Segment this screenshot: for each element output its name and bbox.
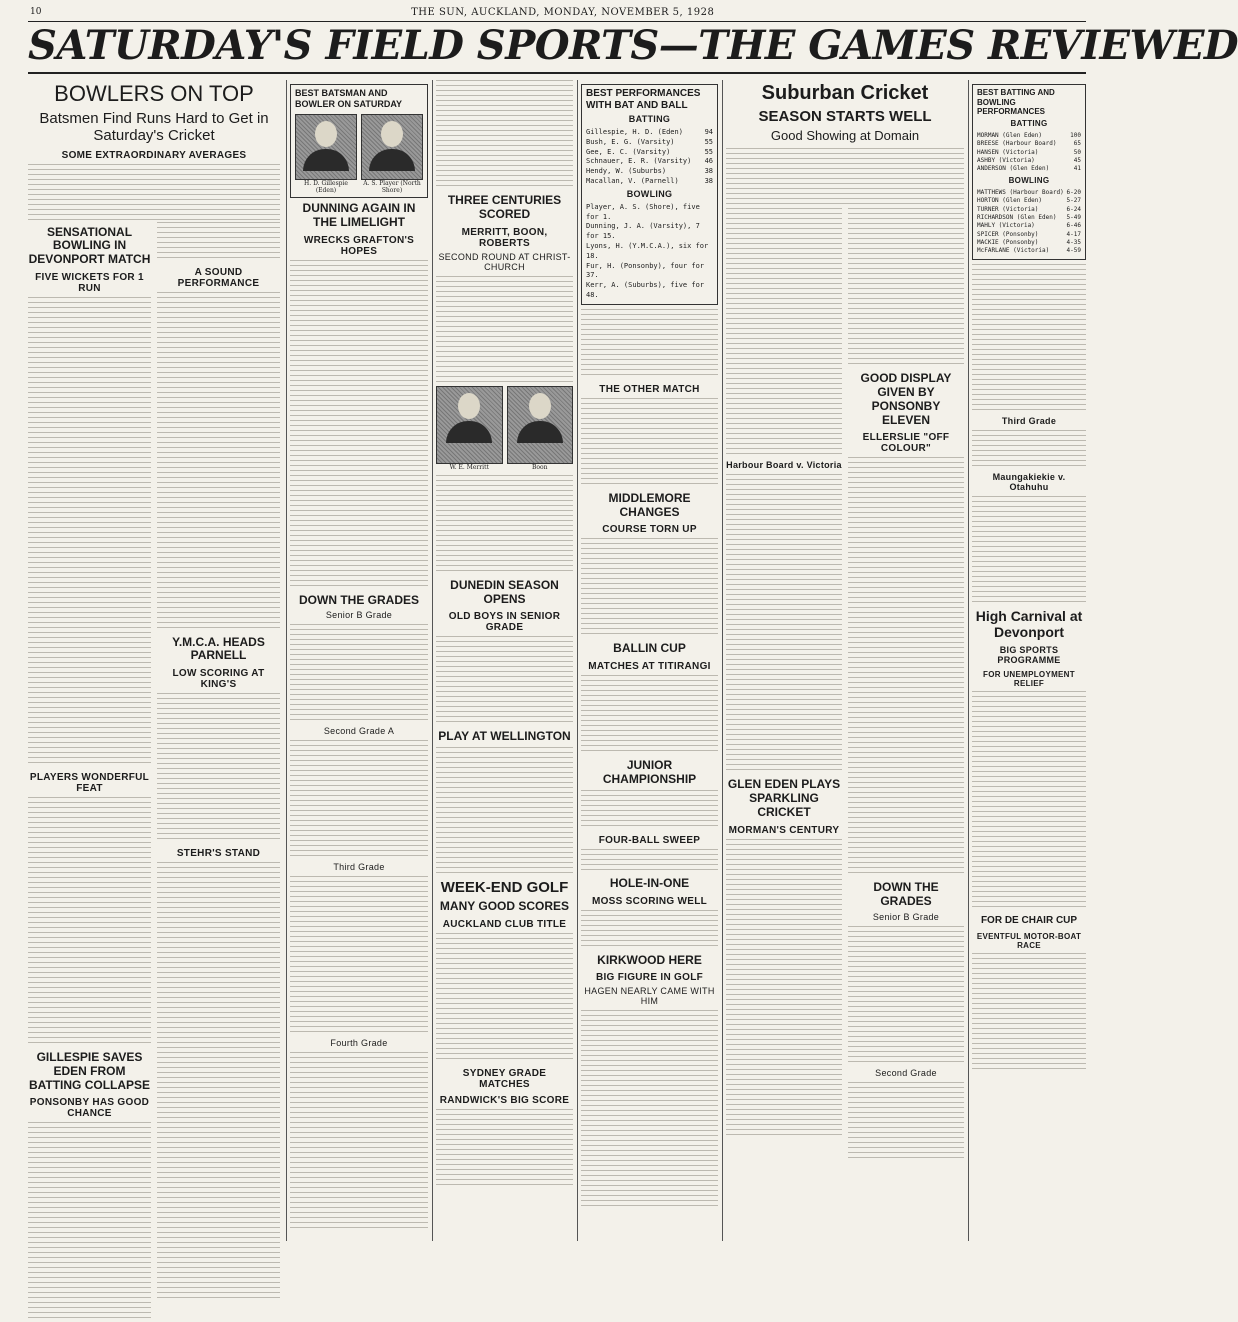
section-subheading: THE OTHER MATCH [599,383,700,395]
stat-value: 4-17 [1066,230,1081,238]
stat-value: 65 [1073,140,1081,148]
stat-value: 6-24 [1066,205,1081,213]
stat-name: TURNER (Victoria) [977,205,1039,213]
stat-row [977,132,1081,140]
match-heading: Harbour Board v. Victoria [726,460,842,471]
stat-name: McFARLANE (Victoria) [977,247,1050,255]
section-heading: Y.M.C.A. HEADS PARNELL [172,634,265,663]
page-number: 10 [30,7,42,17]
section-subheading: MATCHES AT TITIRANGI [588,661,711,673]
stat-name: MORMAN (Glen Eden) [977,131,1043,139]
match-heading: Maungakiekie v. Otahuhu [992,471,1066,492]
grade-heading: Second Grade A [323,726,395,737]
bowling-list [977,189,1081,256]
stat-value: 55 [704,137,713,146]
stat-name: ASHBY (Victoria) [977,156,1035,164]
section-heading: DUNNING AGAIN IN THE LIMELIGHT [302,200,416,229]
section-subheading: FOUR-BALL SWEEP [598,834,701,846]
stat-row: Lyons, H. (Y.M.C.A.), six for 18. [586,241,709,260]
section-heading: BALLIN CUP [613,641,686,656]
section-heading: GOOD DISPLAY GIVEN BY PONSONBY ELEVEN [860,371,952,427]
stat-row [977,165,1081,173]
main-deck: Batsmen Find Runs Hard to Get in Saturday's Cricket [39,110,269,145]
stat-value: 94 [704,128,713,136]
stat-value: 45 [1073,156,1081,164]
section-subheading: ELLERSLIE "OFF COLOUR" [862,432,950,455]
stat-value: 5-49 [1066,213,1081,221]
section-subheading: RANDWICK'S BIG SCORE [439,1095,570,1107]
stat-row: Dunning, J. A. (Varsity), 7 for 15. [586,222,700,241]
section-heading: GLEN EDEN PLAYS SPARKLING CRICKET [727,777,841,819]
column-4 [436,80,573,1241]
stat-row [586,138,713,148]
box-subtitle: BOWLING [626,188,673,199]
grade-heading: Third Grade [1001,415,1057,426]
section-subheading: MERRITT, BOON, ROBERTS [461,226,548,249]
section-heading: DUNEDIN SEASON OPENS [450,577,559,606]
section-subheading: MANY GOOD SCORES [439,899,570,914]
section-heading: JUNIOR CHAMPIONSHIP [602,758,697,786]
photo-caption: W. E. Merritt [449,463,489,471]
player-photo [361,114,423,180]
section-subheading: BIG FIGURE IN GOLF [595,972,704,984]
stat-row [586,157,713,167]
suburban-headline: Suburban Cricket [761,82,929,104]
grade-heading: Fourth Grade [330,1038,388,1049]
section-subheading: SECOND ROUND AT CHRIST-CHURCH [438,251,571,272]
running-header [30,4,1084,20]
stat-row [977,214,1081,222]
grade-heading: Senior B Grade [872,911,940,922]
best-performances-box [581,84,718,305]
section-subheading: PLAYERS WONDERFUL FEAT [29,772,150,795]
stat-name: Hendy, W. (Suburbs) [586,167,667,176]
stat-row [977,157,1081,165]
stat-value: 4-59 [1066,247,1081,255]
best-player-box [290,84,428,198]
box-subtitle: BATTING [1010,118,1048,128]
stat-row [586,148,713,158]
section-heading: MIDDLEMORE CHANGES [608,490,691,519]
suburban-subdeck: Good Showing at Domain [770,128,920,144]
section-subheading: STEHR'S STAND [176,848,261,860]
batting-list [977,132,1081,174]
column-3 [290,80,428,1241]
stat-name: MACKIE (Ponsonby) [977,239,1039,247]
stat-value: 38 [704,167,713,176]
stat-name: ANDERSON (Glen Eden) [977,165,1050,173]
section-heading: FOR DE CHAIR CUP [980,915,1078,927]
section-subheading: WRECKS GRAFTON'S HOPES [303,234,415,257]
section-heading: GILLESPIE SAVES EDEN FROM BATTING COLLAPSE [28,1050,151,1092]
stat-row: Fur, H. (Ponsonby), four for 37. [586,261,705,280]
stat-row [586,177,713,187]
batting-list [586,128,713,187]
section-heading: High Carnival at Devonport [975,607,1083,640]
section-subheading: COURSE TORN UP [602,524,697,536]
box-subtitle: BATTING [628,114,671,124]
stat-name: Macallan, V. (Parnell) [586,176,679,185]
stat-name: Gillespie, H. D. (Eden) [586,128,683,136]
box-subtitle: BOWLING [1008,175,1050,185]
page-banner-headline: SATURDAY'S FIELD SPORTS—THE GAMES REVIEWED [28,22,1238,69]
stat-value: 46 [704,157,713,166]
grade-heading: Second Grade [875,1067,937,1078]
stat-row [977,222,1081,230]
stat-name: HORTON (Glen Eden) [977,197,1043,205]
stat-name: BREESE (Harbour Board) [977,140,1057,148]
main-headline: BOWLERS ON TOP [54,81,254,106]
stat-row [977,239,1081,247]
stat-row [977,197,1081,205]
section-heading: WEEK-END GOLF [440,879,569,897]
section-heading: DOWN THE GRADES [299,592,419,607]
column-1 [28,80,280,1241]
stat-value: 55 [704,147,713,156]
photo-caption: Boon [532,463,548,471]
photo-caption: H. D. Gillespie (Eden) [304,179,348,194]
section-subheading: BIG SPORTS PROGRAMME [997,645,1061,666]
stat-row [586,128,713,138]
suburban-deck: SEASON STARTS WELL [758,108,932,125]
stat-value: 6-20 [1066,188,1081,196]
column-6-7 [726,80,964,1241]
box-title: BEST PERFORMANCES WITH BAT AND BALL [586,88,701,111]
stat-row: Kerr, A. (Suburbs), five for 48. [586,281,705,299]
stat-row [586,167,713,177]
stat-value: 5-27 [1066,197,1081,205]
section-heading: DOWN THE GRADES [873,880,939,909]
grade-heading: Third Grade [333,862,385,873]
stat-name: HANSEN (Victoria) [977,148,1039,156]
section-subheading: MORMAN'S CENTURY [728,824,840,836]
stat-name: Bush, E. G. (Varsity) [586,137,675,146]
stat-row [977,189,1081,197]
box-title: BEST BATSMAN AND BOWLER ON SATURDAY [295,88,403,109]
stat-row [977,247,1081,255]
player-photo [295,114,357,180]
stat-value: 4-35 [1066,239,1081,247]
section-subheading: OLD BOYS IN SENIOR GRADE [448,611,561,634]
main-subdeck: SOME EXTRAORDINARY AVERAGES [61,149,247,161]
stat-row [977,140,1081,148]
bowling-list [586,203,713,301]
section-heading: PLAY AT WELLINGTON [438,729,571,744]
section-heading: HOLE-IN-ONE [609,875,690,890]
section-subheading: PONSONBY HAS GOOD CHANCE [29,1097,150,1120]
column-8 [972,80,1086,1241]
column-5 [581,80,718,1241]
stat-row [977,149,1081,157]
section-subheading: MOSS SCORING WELL [591,895,708,907]
section-subheading: LOW SCORING AT KING'S [172,668,265,691]
stat-name: RICHARDSON (Glen Eden) [977,213,1057,221]
section-subheading: A SOUND PERFORMANCE [177,266,260,289]
section-heading: SENSATIONAL BOWLING IN DEVONPORT MATCH [28,224,151,267]
section-subheading: FIVE WICKETS FOR 1 RUN [35,272,144,295]
best-batting-bowling-box [972,84,1086,260]
stat-row [977,206,1081,214]
section-subheading: EVENTFUL MOTOR-BOAT RACE [976,931,1082,950]
stat-value: 41 [1073,165,1081,173]
section-heading: SYDNEY GRADE MATCHES [462,1068,547,1091]
player-photo [436,386,503,464]
stat-name: Schnauer, E. R. (Varsity) [586,157,692,166]
section-subheading: FOR UNEMPLOYMENT RELIEF [983,670,1075,689]
photo-caption: A. S. Player (North Shore) [363,179,421,194]
section-heading: THREE CENTURIES SCORED [447,193,562,221]
stat-row [977,231,1081,239]
grade-heading: Senior B Grade [325,610,393,621]
newspaper-dateline: THE SUN, AUCKLAND, MONDAY, NOVEMBER 5, 1928 [411,6,715,18]
stat-name: MAHLY (Victoria) [977,222,1035,230]
stat-name: MATTHEWS (Harbour Board) [977,188,1064,196]
section-subheading: AUCKLAND CLUB TITLE [442,919,567,931]
section-heading: KIRKWOOD HERE [597,952,702,967]
box-title: BEST BATTING AND BOWLING PERFORMANCES [977,88,1055,117]
stat-value: 100 [1070,131,1081,139]
section-subheading: HAGEN NEARLY CAME WITH HIM [584,986,715,1007]
stat-value: 38 [704,176,713,185]
stat-name: SPICER (Ponsonby) [977,230,1039,238]
stat-name: Gee, E. C. (Varsity) [586,147,671,156]
player-photo [507,386,574,464]
stat-value: 6-46 [1066,222,1081,230]
stat-row: Player, A. S. (Shore), five for 1. [586,202,700,221]
stat-value: 50 [1073,148,1081,156]
